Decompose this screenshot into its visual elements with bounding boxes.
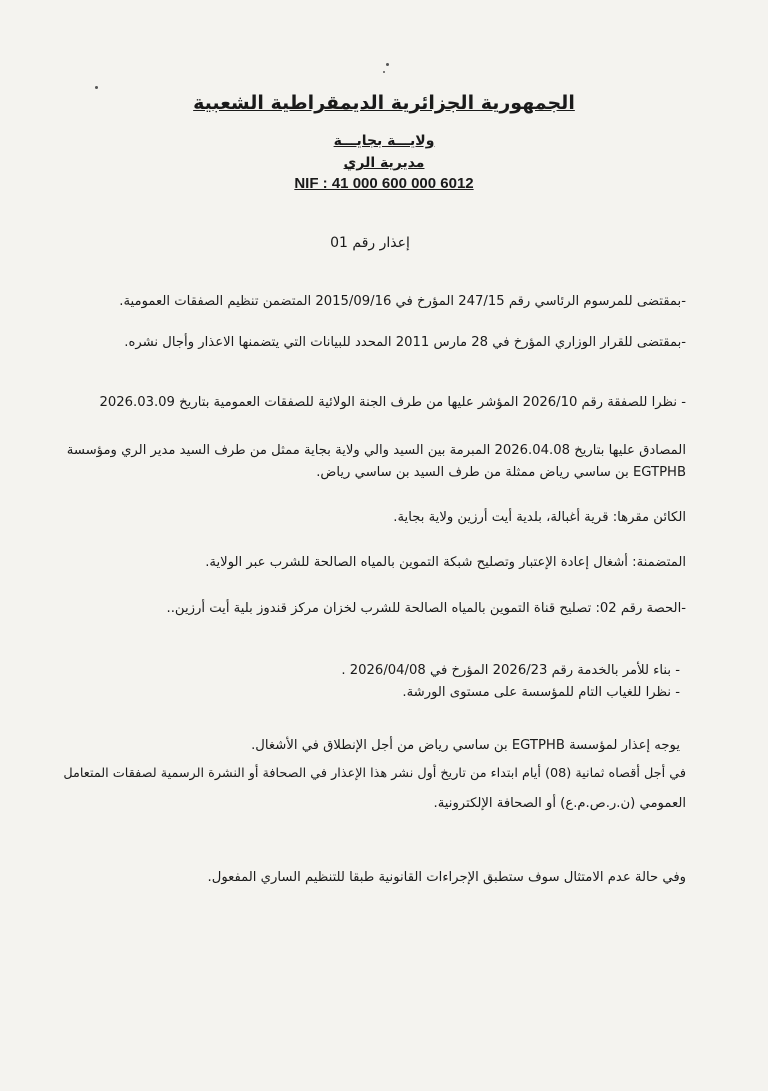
directorate-name: مديرية الري: [343, 155, 425, 171]
scan-speck: [383, 71, 385, 73]
republic-title: الجمهورية الجزائرية الديمقراطية الشعبية: [193, 92, 575, 114]
paragraph-line: المتضمنة: أشغال إعادة الإعتبار وتصليح شبكة التموين بالمياه الصالحة للشرب عبر الولاية.: [205, 555, 686, 570]
paragraph-line: -بمقتضى للمرسوم الرئاسي رقم 247/15 المؤرخ في 2015/09/16 المتضمن تنظيم الصفقات العمومية.: [119, 294, 686, 309]
paragraph-line: EGTPHB بن ساسي رياض ممثلة من طرف السيد بن ساسي رياض.: [316, 465, 686, 480]
paragraph-line: -بمقتضى للقرار الوزاري المؤرخ في 28 مارس 2011 المحدد للبيانات التي يتضمنها الاعذار وأجال نشره.: [124, 335, 686, 350]
paragraph-line: وفي حالة عدم الامتثال سوف ستطبق الإجراءات القانونية طبقا للتنظيم الساري المفعول.: [207, 870, 686, 885]
notice-title: إعذار رقم 01: [330, 235, 410, 251]
paragraph-line: يوجه إعذار لمؤسسة EGTPHB بن ساسي رياض من أجل الإنطلاق في الأشغال.: [251, 738, 680, 753]
paragraph-line: المصادق عليها بتاريخ 2026.04.08 المبرمة بين السيد والي ولاية بجاية ممثل من طرف السيد مدير الري ومؤسسة: [66, 443, 686, 458]
paragraph-line: -الحصة رقم 02: تصليح قناة التموين بالمياه الصالحة للشرب لخزان مركز قندوز بلية أيت أرزين..: [166, 601, 686, 616]
paragraph-line: العمومي (ن.ر.ص.م.ع) أو الصحافة الإلكترونية.: [433, 796, 686, 811]
paragraph-line: - بناء للأمر بالخدمة رقم 2026/23 المؤرخ في 2026/04/08 .: [341, 663, 680, 678]
paragraph-line: الكائن مقرها: قرية أغبالة، بلدية أيت أرزين ولاية بجاية.: [393, 510, 686, 525]
scan-speck: [95, 86, 98, 89]
wilaya-name: ولايـــة بجايـــة: [333, 133, 435, 149]
nif-number: NIF : 41 000 600 000 6012: [294, 175, 474, 192]
scan-speck: [386, 63, 389, 66]
paragraph-line: - نظرا للصفقة رقم 2026/10 المؤشر عليها من طرف الجنة الولائية للصفقات العمومية بتاريخ 2026.03.09: [99, 395, 686, 410]
paragraph-line: - نظرا للغياب التام للمؤسسة على مستوى الورشة.: [402, 685, 680, 700]
paragraph-line: في أجل أقصاه ثمانية (08) أيام ابتداء من تاريخ أول نشر هذا الإعذار في الصحافة أو النشرة الرسمية لصفقات المتعامل: [63, 766, 686, 781]
